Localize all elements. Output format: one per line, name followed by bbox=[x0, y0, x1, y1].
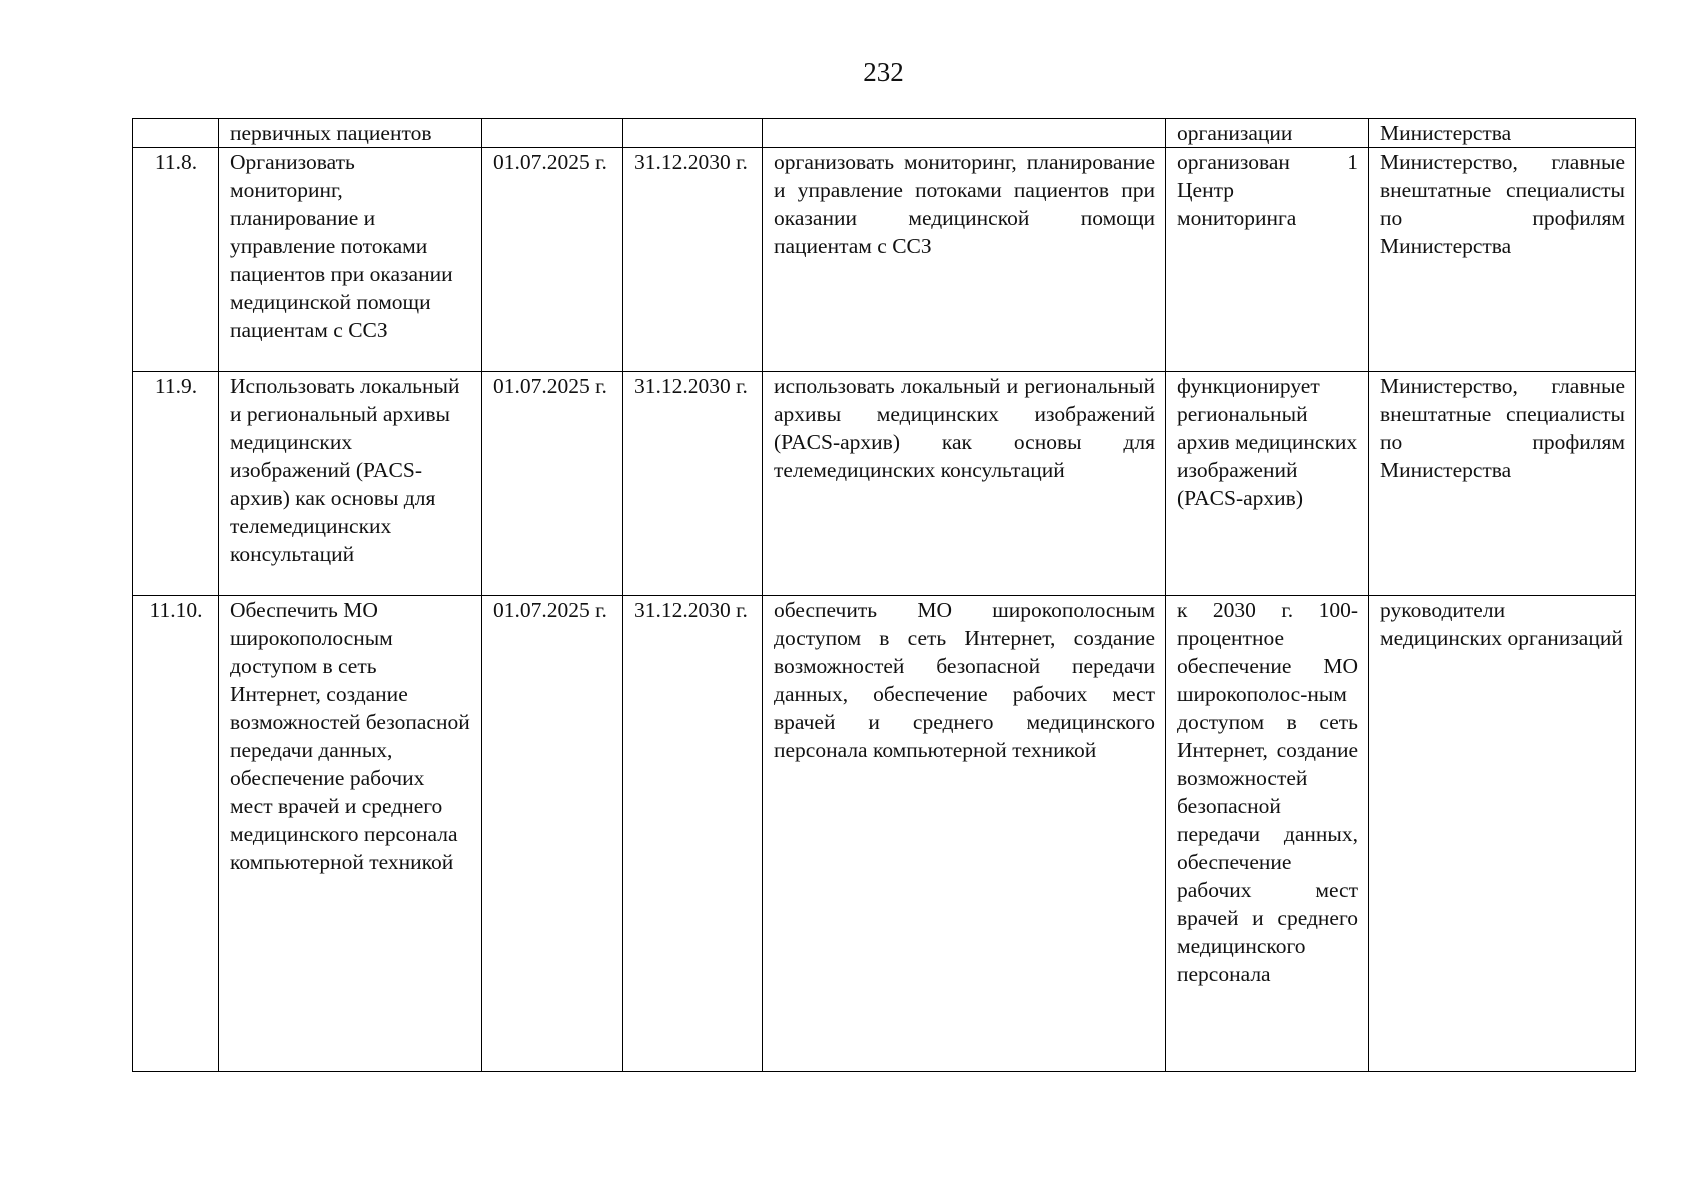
description-cell: обеспечить МО широкополосным доступом в сеть Интернет, создание возможностей безопасной передачи данных, обеспечение рабочих мест врачей и среднего медицинского персонала компьютерной техникой bbox=[763, 596, 1166, 1072]
task-cell: Обеспечить МО широкополосным доступом в сеть Интернет, создание возможностей безопасной передачи данных, обеспечение рабочих мест врачей и среднего медицинского персонала компьютерной техникой bbox=[219, 596, 482, 1072]
action-plan-table bbox=[132, 118, 1636, 1072]
row-number bbox=[133, 119, 219, 148]
result-cell: функционирует региональный архив медицинских изображений (PACS-архив) bbox=[1166, 372, 1369, 596]
result-cell: организации bbox=[1166, 119, 1369, 148]
description-cell: использовать локальный и региональный архивы медицинских изображений (PACS-архив) как основы для телемедицинских консультаций bbox=[763, 372, 1166, 596]
table-row bbox=[133, 596, 1636, 1072]
table-row-continuation bbox=[133, 119, 1636, 148]
table-row bbox=[133, 148, 1636, 372]
start-date-cell: 01.07.2025 г. bbox=[482, 148, 623, 372]
task-cell: Организовать мониторинг, планирование и управление потоками пациентов при оказании медицинской помощи пациентам с ССЗ bbox=[219, 148, 482, 372]
description-cell: организовать мониторинг, планирование и управление потоками пациентов при оказании медицинской помощи пациентам с ССЗ bbox=[763, 148, 1166, 372]
task-cell: первичных пациентов bbox=[219, 119, 482, 148]
start-date-cell: 01.07.2025 г. bbox=[482, 372, 623, 596]
row-number: 11.8. bbox=[133, 148, 219, 372]
responsible-cell: Министерство, главные внештатные специалисты по профилям Министерства bbox=[1369, 148, 1636, 372]
result-cell: к 2030 г. 100-процентное обеспечение МО широкополос-ным доступом в сеть Интернет, создание возможностей безопасной передачи данных, обеспечение рабочих мест врачей и среднего медицинского персонала bbox=[1166, 596, 1369, 1072]
start-date-cell bbox=[482, 119, 623, 148]
task-cell: Использовать локальный и региональный архивы медицинских изображений (PACS-архив) как основы для телемедицинских консультаций bbox=[219, 372, 482, 596]
end-date-cell: 31.12.2030 г. bbox=[623, 596, 763, 1072]
responsible-cell: руководители медицинских организаций bbox=[1369, 596, 1636, 1072]
description-cell bbox=[763, 119, 1166, 148]
end-date-cell bbox=[623, 119, 763, 148]
end-date-cell: 31.12.2030 г. bbox=[623, 372, 763, 596]
result-cell: организован 1 Центр мониторинга bbox=[1166, 148, 1369, 372]
responsible-cell: Министерство, главные внештатные специалисты по профилям Министерства bbox=[1369, 372, 1636, 596]
responsible-cell: Министерства bbox=[1369, 119, 1636, 148]
start-date-cell: 01.07.2025 г. bbox=[482, 596, 623, 1072]
table-row bbox=[133, 372, 1636, 596]
row-number: 11.10. bbox=[133, 596, 219, 1072]
page-number: 232 bbox=[863, 57, 904, 87]
end-date-cell: 31.12.2030 г. bbox=[623, 148, 763, 372]
row-number: 11.9. bbox=[133, 372, 219, 596]
